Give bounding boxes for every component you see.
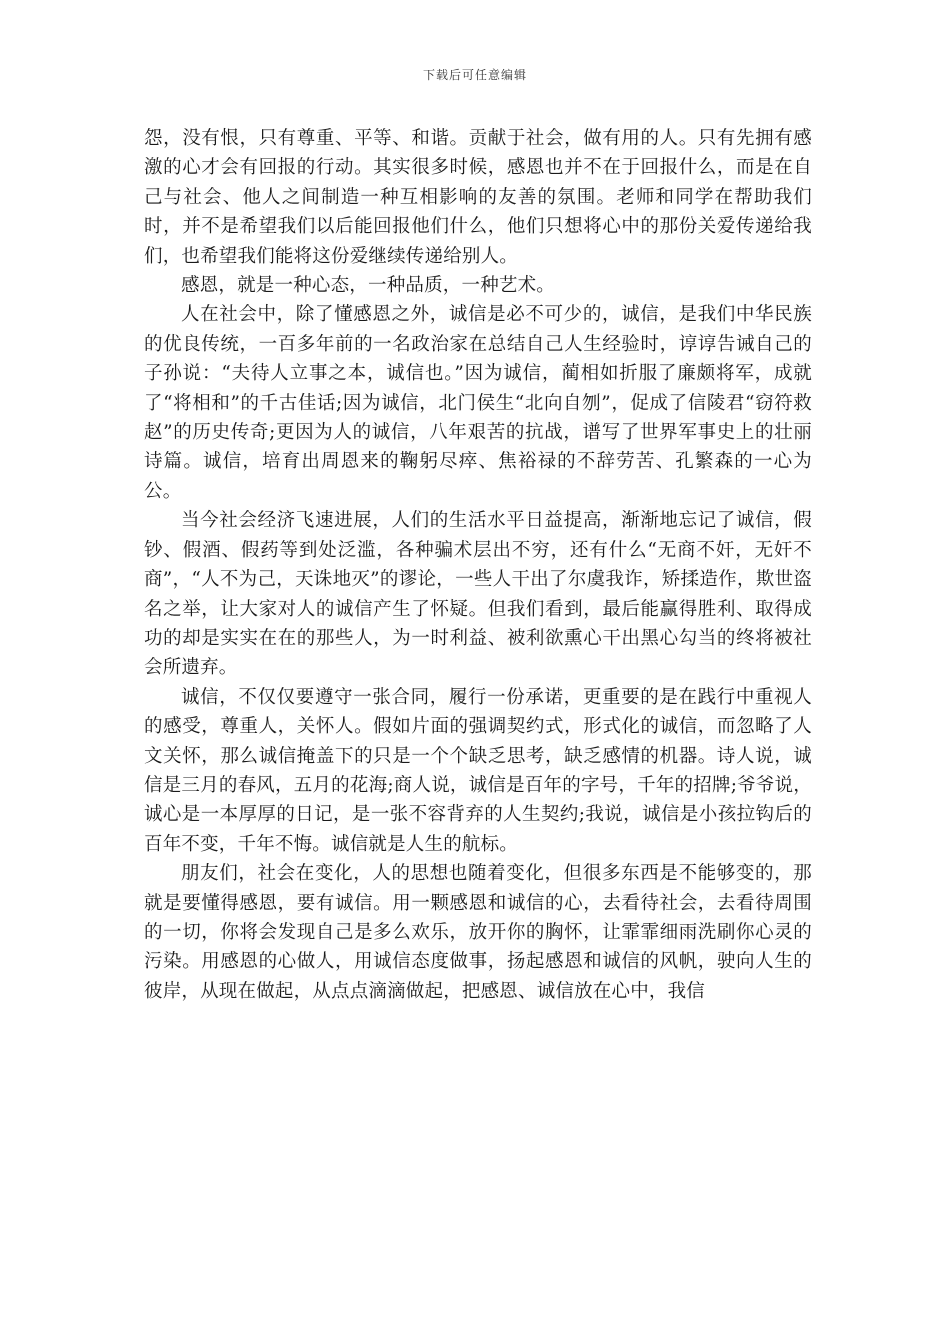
paragraph-5: 诚信，不仅仅要遵守一张合同，履行一份承诺，更重要的是在践行中重视人的感受，尊重人，关怀人。假如片面的强调契约式，形式化的诚信，而忽略了人文关怀，那么诚信掩盖下的只是一个个缺乏思考，缺乏感情的机器。诗人说，诚信是三月的春风，五月的花海;商人说，诚信是百年的字号，千年的招牌;爷爷说，诚心是一本厚厚的日记，是一张不容背弃的人生契约;我说，诚信是小孩拉钩后的百年不变，千年不悔。诚信就是人生的航标。 xyxy=(144,686,812,855)
paragraph-3: 人在社会中，除了懂感恩之外，诚信是必不可少的，诚信，是我们中华民族的优良传统，一百多年前的一名政治家在总结自己人生经验时，谆谆告诫自己的子孙说：“夫待人立事之本，诚信也。”因为诚信，蔺相如折服了廉颇将军，成就了“将相和”的千古佳话;因为诚信，北门侯生“北向自刎”，促成了信陵君“窃符救赵”的历史传奇;更因为人的诚信，八年艰苦的抗战，谱写了世界军事史上的壮丽诗篇。诚信，培育出周恩来的鞠躬尽瘁、焦裕禄的不辞劳苦、孔繁森的一心为公。 xyxy=(144,304,812,502)
paragraph-1: 怨，没有恨，只有尊重、平等、和谐。贡献于社会，做有用的人。只有先拥有感激的心才会有回报的行动。其实很多时候，感恩也并不在于回报什么，而是在自己与社会、他人之间制造一种互相影响的友善的氛围。老师和同学在帮助我们时，并不是希望我们以后能回报他们什么，他们只想将心中的那份关爱传递给我们，也希望我们能将这份爱继续传递给别人。 xyxy=(144,128,812,267)
paragraph-4: 当今社会经济飞速进展，人们的生活水平日益提高，渐渐地忘记了诚信，假钞、假酒、假药等到处泛滥，各种骗术层出不穷，还有什么“无商不奸，无奸不商”，“人不为己，天诛地灭”的谬论，一些人干出了尔虞我诈，矫揉造作，欺世盗名之举，让大家对人的诚信产生了怀疑。但我们看到，最后能赢得胜利、取得成功的却是实实在在的那些人，为一时利益、被利欲熏心干出黑心勾当的终将被社会所遗弃。 xyxy=(144,510,812,679)
paragraph-6: 朋友们，社会在变化，人的思想也随着变化，但很多东西是不能够变的，那就是要懂得感恩，要有诚信。用一颗感恩和诚信的心，去看待社会，去看待周围的一切，你将会发现自己是多么欢乐，放开你的胸怀，让霏霏细雨洗刷你心灵的污染。用感恩的心做人，用诚信态度做事，扬起感恩和诚信的风帆，驶向人生的彼岸，从现在做起，从点点滴滴做起，把感恩、诚信放在心中，我信 xyxy=(144,863,812,1002)
paragraph-2: 感恩，就是一种心态，一种品质，一种艺术。 xyxy=(181,275,556,297)
document-body xyxy=(144,124,812,1006)
page-header: 下载后可任意编辑 xyxy=(422,68,527,82)
